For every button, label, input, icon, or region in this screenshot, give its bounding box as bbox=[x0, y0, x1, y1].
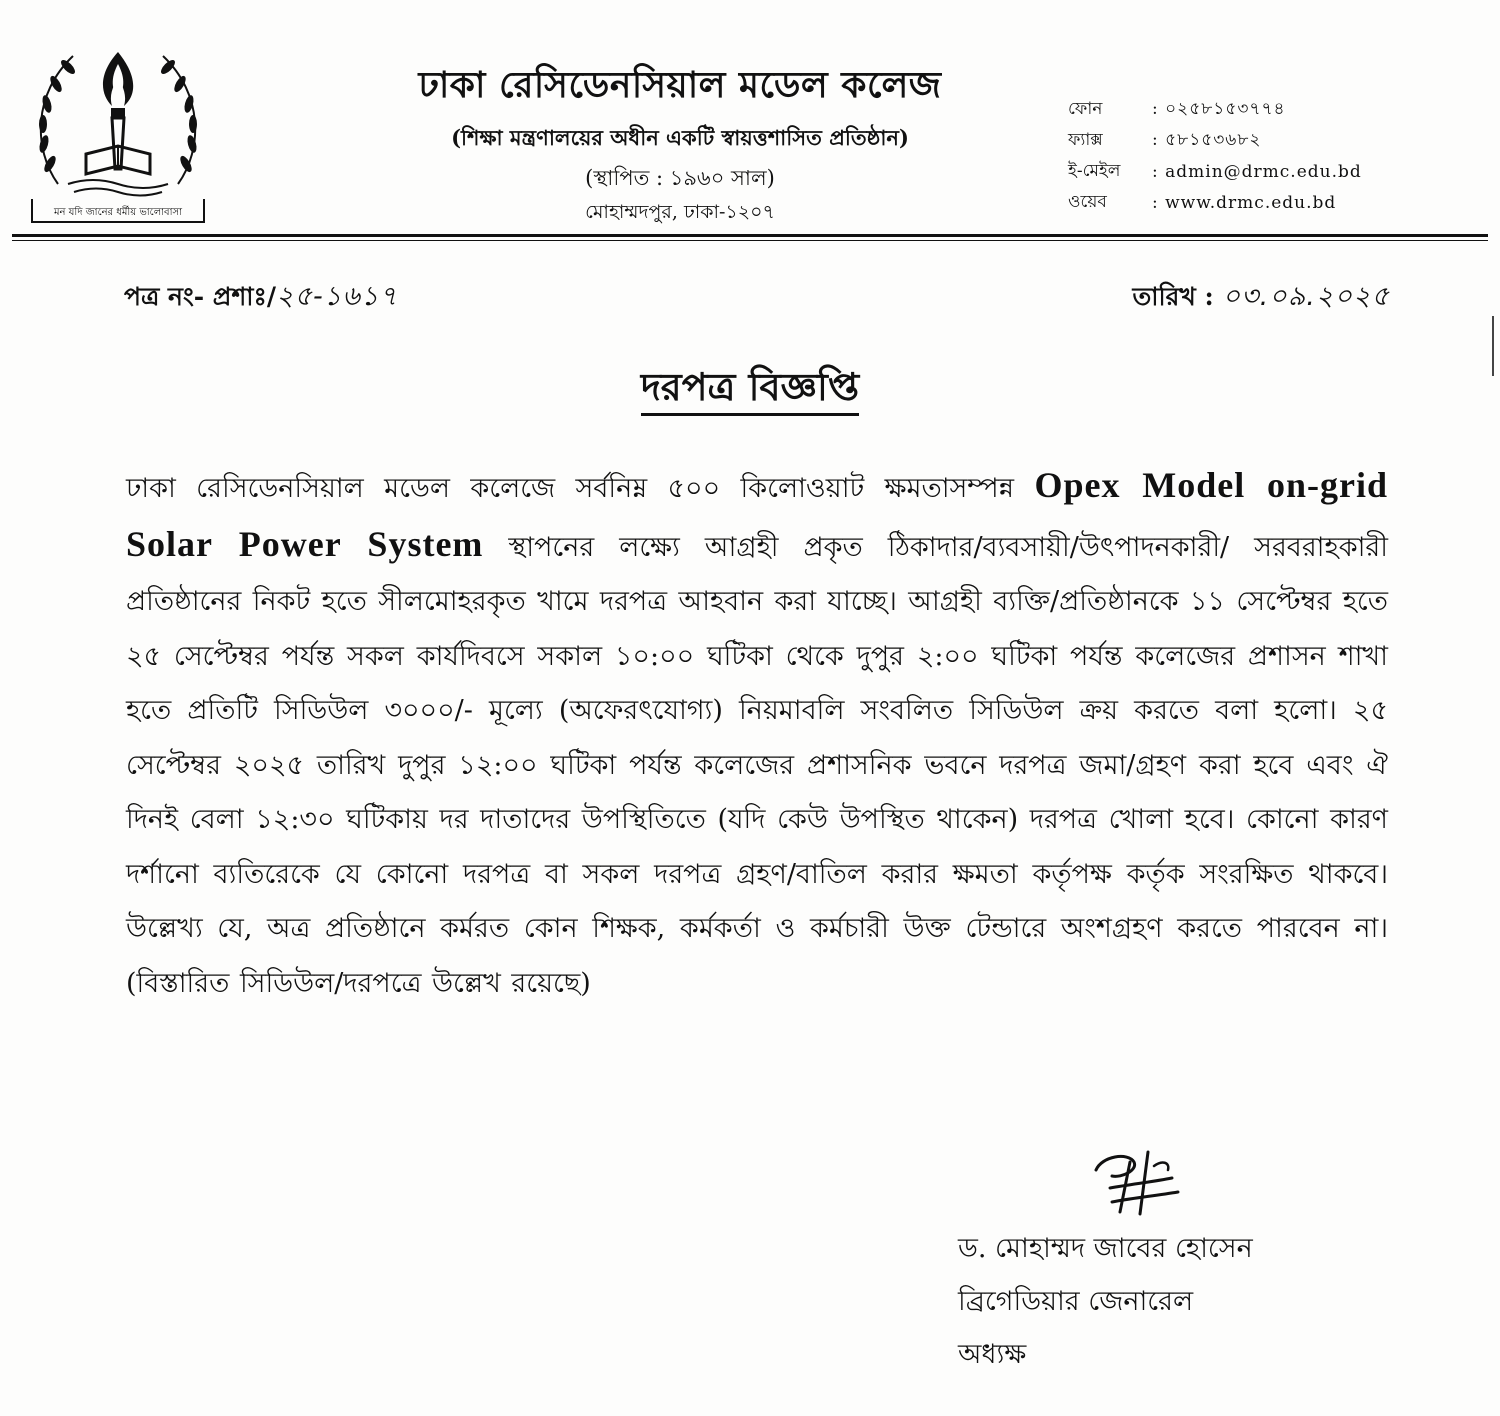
signatory-rank: ব্রিগেডিয়ার জেনারেল bbox=[958, 1286, 1194, 1317]
date-label: তারিখ : bbox=[1132, 282, 1223, 311]
logo-caption: মন যদি জানের ধর্মীয় ভালোবাসা bbox=[53, 207, 183, 218]
notice-title-text: দরপত্র বিজ্ঞপ্তি bbox=[641, 364, 859, 416]
contact-value: : admin@drmc.edu.bd bbox=[1152, 161, 1362, 182]
scan-edge-mark bbox=[1492, 316, 1500, 376]
contact-label: ফোন bbox=[1068, 98, 1103, 119]
contact-fax bbox=[1068, 125, 1488, 156]
body-text-part2: স্থাপনের লক্ষ্যে আগ্রহী প্রকৃত ঠিকাদার/ব্যবসায়ী/উৎপাদনকারী/ সরবরাহকারী প্রতিষ্ঠানের নিকট হতে সীলমোহরকৃত খামে দরপত্র আহবান করা যাচ্ছে। আগ্রহী ব্যক্তি/প্রতিষ্ঠানকে ১১ সেপ্টেম্বর হতে ২৫ সেপ্টেম্বর পর্যন্ত সকল কার্যদিবসে সকাল ১০:০০ ঘটিকা থেকে দুপুর ২:০০ ঘটিকা পর্যন্ত কলেজের প্রশাসন শাখা হতে প্রতিটি সিডিউল ৩০০০/- মূল্যে (অফেরৎযোগ্য) নিয়মাবলি সংবলিত সিডিউল ক্রয় করতে বলা হলো। ২৫ সেপ্টেম্বর ২০২৫ তারিখ দুপুর ১২:০০ ঘটিকা পর্যন্ত কলেজের প্রশাসনিক ভবনে দরপত্র জমা/গ্রহণ করা হবে এবং ঐ দিনই বেলা ১২:৩০ ঘটিকায় দর দাতাদের উপস্থিতিতে (যদি কেউ উপস্থিত থাকেন) দরপত্র খোলা হবে। কোনো কারণ দর্শানো ব্যতিরেকে যে কোনো দরপত্র বা সকল দরপত্র গ্রহণ/বাতিল করার ক্ষমতা কর্তৃপক্ষ কর্তৃক সংরক্ষিত থাকবে। উল্লেখ্য যে, অত্র প্রতিষ্ঠানে কর্মরত কোন শিক্ষক, কর্মকর্তা ও কর্মচারী উক্ত টেন্ডারে অংশগ্রহণ করতে পারবেন না। (বিস্তারিত সিডিউল/দরপত্রে উল্লেখ রয়েছে) bbox=[126, 531, 1388, 999]
body-text-part1: ঢাকা রেসিডেনসিয়াল মডেল কলেজে সর্বনিম্ন ৫০০ কিলোওয়াট ক্ষমতাসম্পন্ন bbox=[126, 473, 1035, 504]
reference-value: ২৫-১৬১৭ bbox=[275, 281, 398, 312]
contact-value: : www.drmc.edu.bd bbox=[1152, 192, 1337, 213]
college-name: ঢাকা রেসিডেনসিয়াল মডেল কলেজ bbox=[418, 64, 942, 106]
contact-phone bbox=[1068, 94, 1488, 125]
notice-title bbox=[0, 358, 1500, 422]
contact-label: ওয়েব bbox=[1068, 191, 1107, 212]
reference-label: পত্র নং- প্রশাঃ/ bbox=[124, 282, 276, 311]
body-english-term: Opex Model on-grid Solar Power System bbox=[126, 465, 1388, 564]
handwritten-signature bbox=[1082, 1148, 1192, 1218]
date-value: ০৩.০৯.২০২৫ bbox=[1222, 281, 1390, 312]
college-logo bbox=[28, 34, 208, 229]
signatory-block bbox=[958, 1222, 1253, 1381]
contact-label: ই-মেইল bbox=[1068, 160, 1121, 181]
contact-label: ফ্যাক্স bbox=[1068, 129, 1103, 150]
reference-number bbox=[124, 276, 398, 321]
notice-body bbox=[126, 458, 1388, 1011]
contact-value: : ০২৫৮১৫৩৭৭৪ bbox=[1152, 98, 1286, 119]
contact-email bbox=[1068, 156, 1488, 187]
contact-block bbox=[1068, 94, 1488, 218]
header-divider-thin bbox=[12, 240, 1488, 241]
header-divider bbox=[12, 234, 1488, 237]
contact-web bbox=[1068, 187, 1488, 218]
signatory-name: ড. মোহাম্মদ জাবের হোসেন bbox=[958, 1233, 1253, 1264]
letter-date bbox=[1132, 276, 1390, 321]
signatory-designation: অধ্যক্ষ bbox=[958, 1339, 1027, 1370]
contact-value: : ৫৮১৫৩৬৮২ bbox=[1152, 129, 1262, 150]
established-year: (স্থাপিত : ১৯৬০ সাল) bbox=[585, 166, 775, 190]
college-address: মোহাম্মদপুর, ঢাকা-১২০৭ bbox=[585, 201, 775, 223]
college-subtitle: (শিক্ষা মন্ত্রণালয়ের অধীন একটি স্বায়ত্তশাসিত প্রতিষ্ঠান) bbox=[451, 125, 909, 150]
